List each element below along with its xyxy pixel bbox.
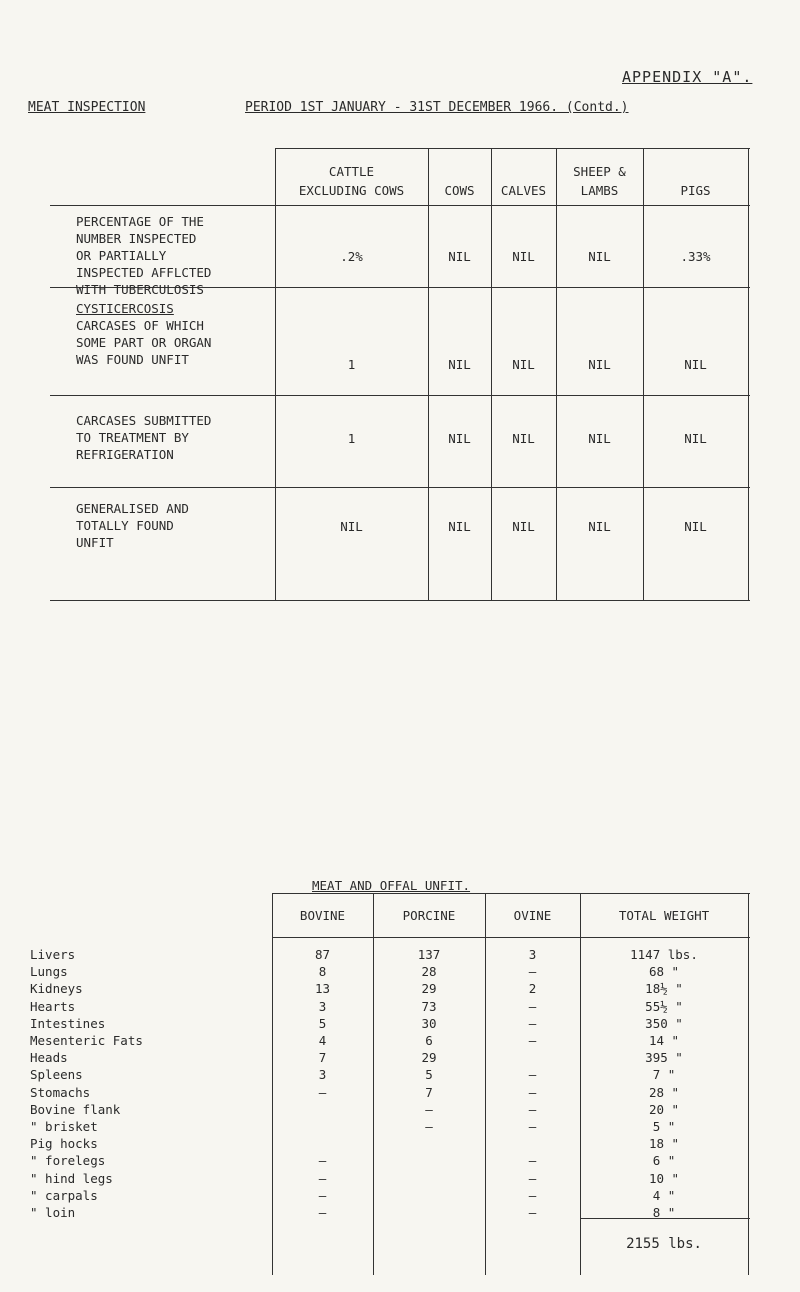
cell-porcine: — (425, 1101, 433, 1117)
cell-ovine: — (528, 1067, 537, 1083)
row-label: Livers (30, 947, 76, 962)
row-label: " brisket (30, 1119, 98, 1134)
cell: NIL (512, 519, 535, 534)
grand-total: 2155 lbs. (626, 1236, 702, 1252)
cell: 1 (347, 431, 356, 446)
cell: NIL (684, 519, 707, 534)
cell-bovine: 87 (314, 947, 331, 962)
cell: NIL (684, 357, 707, 372)
cell-bovine: 3 (318, 998, 327, 1014)
cell-ovine: — (528, 1084, 537, 1100)
offal-table-title: MEAT AND OFFAL UNFIT. (312, 878, 471, 893)
cell-total: 18½ " (645, 981, 683, 997)
cell-total: 5 " (652, 1119, 676, 1134)
cell-porcine: 73 (421, 998, 437, 1014)
cell-ovine: — (528, 1119, 537, 1134)
row-label: CARCASES SUBMITTED TO TREATMENT BY REFRIGERATION (76, 413, 212, 462)
cell-total: 395 " (645, 1050, 683, 1066)
cell-porcine: 5 (425, 1067, 433, 1083)
col-ovine: OVINE (513, 908, 552, 923)
row-label: Mesenteric Fats (30, 1033, 143, 1048)
row-label: Pig hocks (30, 1136, 98, 1152)
row-label: Heads (30, 1050, 68, 1066)
cell-bovine: 7 (318, 1050, 327, 1066)
cell: .2% (340, 249, 363, 264)
row-label: CYSTICERCOSIS CARCASES OF WHICH SOME PART OR ORGAN WAS FOUND UNFIT (76, 301, 212, 367)
col-porcine: PORCINE (402, 908, 456, 923)
cell-total: 6 " (652, 1153, 676, 1169)
appendix-label: APPENDIX "A". (622, 68, 753, 86)
cell-ovine: — (528, 998, 537, 1014)
cell: 1 (347, 357, 356, 372)
row-label: " carpals (30, 1187, 98, 1203)
cell-total: 1147 lbs. (630, 947, 698, 962)
col-pigs: PIGS (680, 183, 711, 198)
cell-bovine: 13 (314, 981, 331, 997)
cell-porcine: 6 (425, 1033, 433, 1048)
cell: NIL (512, 249, 535, 264)
cell: NIL (588, 431, 611, 446)
cell-porcine: 29 (421, 981, 437, 997)
row-label: Intestines (30, 1015, 106, 1031)
cell-ovine: — (528, 1153, 537, 1169)
cell-total: 18 " (648, 1136, 680, 1152)
cell-ovine: — (528, 1187, 537, 1203)
cell-ovine: 3 (528, 947, 537, 962)
cell-total: 28 " (648, 1084, 680, 1100)
col-bovine: BOVINE (299, 908, 346, 923)
cell-porcine: 28 (421, 964, 437, 980)
cell-total: 350 " (645, 1015, 683, 1031)
row-label: Lungs (30, 964, 68, 980)
row-label: Bovine flank (30, 1101, 121, 1117)
cell-ovine: — (528, 1205, 537, 1220)
row-label: " hind legs (30, 1170, 113, 1186)
cell: NIL (448, 519, 471, 534)
cell-total: 20 " (648, 1101, 680, 1117)
cell-total: 4 " (652, 1187, 676, 1203)
cell-ovine: — (528, 964, 537, 980)
cell: NIL (684, 431, 707, 446)
cell-bovine: — (318, 1205, 327, 1220)
cell-ovine: — (528, 1170, 537, 1186)
row-label: GENERALISED AND TOTALLY FOUND UNFIT (76, 501, 189, 550)
col-cattle-sub: EXCLUDING COWS (298, 183, 405, 198)
cell-total: 14 " (648, 1033, 680, 1048)
col-cattle: CATTLE (328, 164, 375, 179)
cell-bovine: 4 (318, 1033, 327, 1048)
cell-total: 68 " (648, 964, 680, 980)
cell: NIL (340, 519, 363, 534)
cell: .33% (680, 249, 711, 264)
row-label: Hearts (30, 998, 76, 1014)
cell: NIL (512, 357, 535, 372)
cell-ovine: — (528, 1101, 537, 1117)
cell-bovine: 5 (318, 1015, 327, 1031)
col-sheep-sub: LAMBS (580, 183, 619, 198)
cell: NIL (512, 431, 535, 446)
period-heading: PERIOD 1ST JANUARY - 31ST DECEMBER 1966. (Contd.) (245, 100, 629, 115)
cell-bovine: — (318, 1170, 327, 1186)
cell-total: 55½ " (645, 998, 683, 1014)
cell: NIL (588, 249, 611, 264)
cell-porcine: 137 (417, 947, 441, 962)
cell-porcine: 30 (421, 1015, 437, 1031)
col-total-weight: TOTAL WEIGHT (618, 908, 710, 923)
row-label: Spleens (30, 1067, 83, 1083)
cell: NIL (448, 357, 471, 372)
cell: NIL (588, 519, 611, 534)
col-sheep: SHEEP & (573, 164, 626, 179)
cell-porcine: 7 (425, 1084, 433, 1100)
cell-bovine: 8 (318, 964, 327, 980)
cell-bovine: — (318, 1084, 327, 1100)
row-label: " forelegs (30, 1153, 106, 1169)
row-label: Kidneys (30, 981, 83, 997)
cell: NIL (448, 431, 471, 446)
col-cows: COWS (444, 183, 475, 198)
cell-porcine: — (425, 1119, 433, 1134)
cell-ovine: — (528, 1033, 537, 1048)
cell-total: 8 " (652, 1205, 676, 1220)
col-calves: CALVES (500, 183, 547, 198)
cell-porcine: 29 (421, 1050, 437, 1066)
row-label: " loin (30, 1205, 76, 1220)
cell-ovine: — (528, 1015, 537, 1031)
cell-bovine: — (318, 1153, 327, 1169)
cell: NIL (588, 357, 611, 372)
row-label: Stomachs (30, 1084, 91, 1100)
cell-total: 7 " (652, 1067, 676, 1083)
cell-total: 10 " (648, 1170, 680, 1186)
section-heading: MEAT INSPECTION (28, 100, 146, 115)
row-label: PERCENTAGE OF THE NUMBER INSPECTED OR PARTIALLY INSPECTED AFFLCTED WITH TUBERCULOSIS (76, 214, 212, 297)
cell-ovine: 2 (528, 981, 537, 997)
cell-bovine: 3 (318, 1067, 327, 1083)
cell: NIL (448, 249, 471, 264)
cell-bovine: — (318, 1187, 327, 1203)
